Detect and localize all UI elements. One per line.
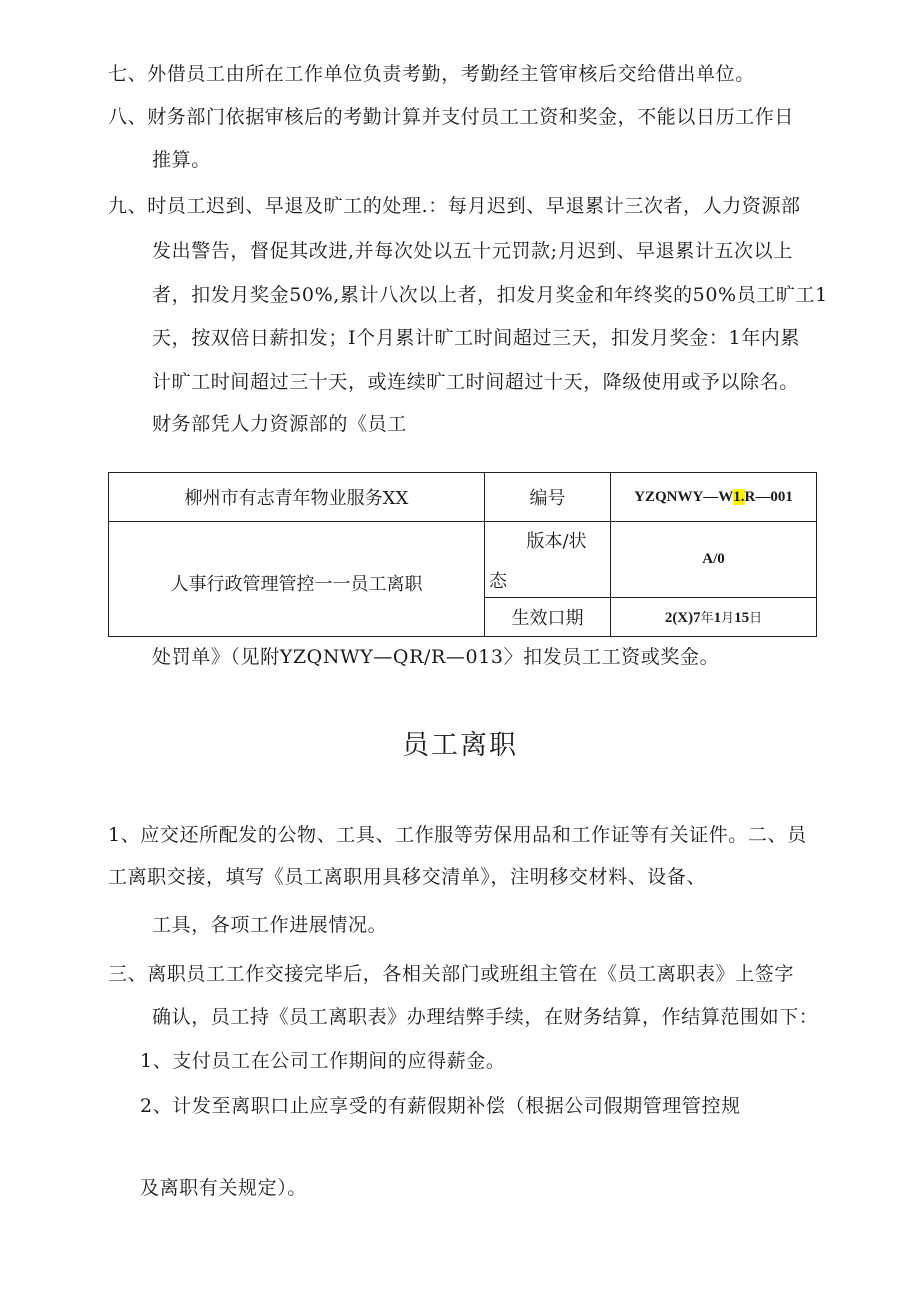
settlement-item-two-line1: 2、计发至离职口止应享受的有薪假期补偿（根据公司假期管理管控规	[140, 1095, 741, 1117]
effective-year: 2(X)7	[664, 610, 701, 626]
code-value-prefix: YZQNWY—W	[634, 488, 734, 505]
paragraph-nine-line2: 发出警告，督促其改进,并每次处以五十元罚款;月迟到、早退累计五次以上	[152, 240, 793, 262]
document-header-table	[108, 472, 817, 637]
version-value-cell: A/0	[611, 522, 817, 598]
paragraph-nine-line4: 天，按双倍日薪扣发；I个月累计旷工时间超过三天，扣发月奖金：1年内累	[152, 327, 800, 349]
leave-item-one-line3: 工具，各项工作进展情况。	[152, 914, 388, 936]
version-label-cell	[485, 522, 611, 598]
company-name-cell: 柳州市有志青年物业服务XX	[109, 473, 485, 522]
section-title: 员工离职	[402, 730, 518, 761]
header-row-version	[109, 522, 817, 598]
settlement-item-one: 1、支付员工在公司工作期间的应得薪金。	[140, 1050, 506, 1072]
paragraph-nine-line6: 财务部凭人力资源部的《员工	[152, 413, 407, 435]
code-value-highlight: 1.	[733, 488, 745, 505]
effective-month: 1	[713, 610, 722, 626]
effective-value-cell	[611, 598, 817, 637]
leave-item-one-line1: 1、应交还所配发的公物、工具、工作服等劳保用品和工作证等有关证件。二、员	[108, 824, 807, 846]
effective-day: 15	[734, 610, 750, 626]
paragraph-nine-continued: 处罚单》（见附YZQNWY—QR/R—013〉扣发员工工资或奖金。	[152, 646, 720, 668]
settlement-item-two-line2: 及离职有关规定）。	[140, 1177, 307, 1199]
paragraph-nine-line3: 者，扣发月奖金50%,累计八次以上者，扣发月奖金和年终奖的50%员工旷工1	[152, 284, 828, 306]
leave-item-one-line2: 工离职交接，填写《员工离职用具移交清单》，注明移交材料、设备、	[108, 866, 707, 888]
paragraph-nine-line5: 计旷工时间超过三十天，或连续旷工时间超过十天，降级使用或予以除名。	[152, 371, 799, 393]
effective-day-unit: 日	[749, 610, 763, 625]
effective-year-unit: 年	[700, 610, 714, 625]
paragraph-seven: 七、外借员工由所在工作单位负责考勤，考勤经主管审核后交给借出单位。	[108, 63, 755, 85]
paragraph-eight-line1: 八、财务部门依据审核后的考勤计算并支付员工工资和奖金，不能以日历工作日	[108, 106, 795, 128]
leave-item-three-line2: 确认，员工持《员工离职表》办理结弊手续，在财务结算，作结算范围如下：	[152, 1006, 819, 1028]
effective-month-unit: 月	[721, 610, 735, 625]
paragraph-nine-line1: 九、时员工迟到、早退及旷工的处理.：每月迟到、早退累计三次者，人力资源部	[108, 195, 801, 217]
code-label-cell: 编号	[485, 473, 611, 522]
paragraph-eight-line2: 推算。	[152, 149, 211, 171]
effective-label-cell: 生效口期	[485, 598, 611, 637]
header-row-code	[109, 473, 817, 522]
version-label-bottom: 态	[489, 570, 507, 592]
code-value-suffix: R—001	[744, 488, 793, 505]
leave-item-three-line1: 三、离职员工工作交接完毕后，各相关部门或班组主管在《员工离职表》上签字	[108, 963, 795, 985]
version-label-top: 版本/状	[526, 530, 587, 552]
code-value-cell	[611, 473, 817, 522]
doc-title-cell: 人事行政管理管控一一员工离职	[109, 522, 485, 637]
